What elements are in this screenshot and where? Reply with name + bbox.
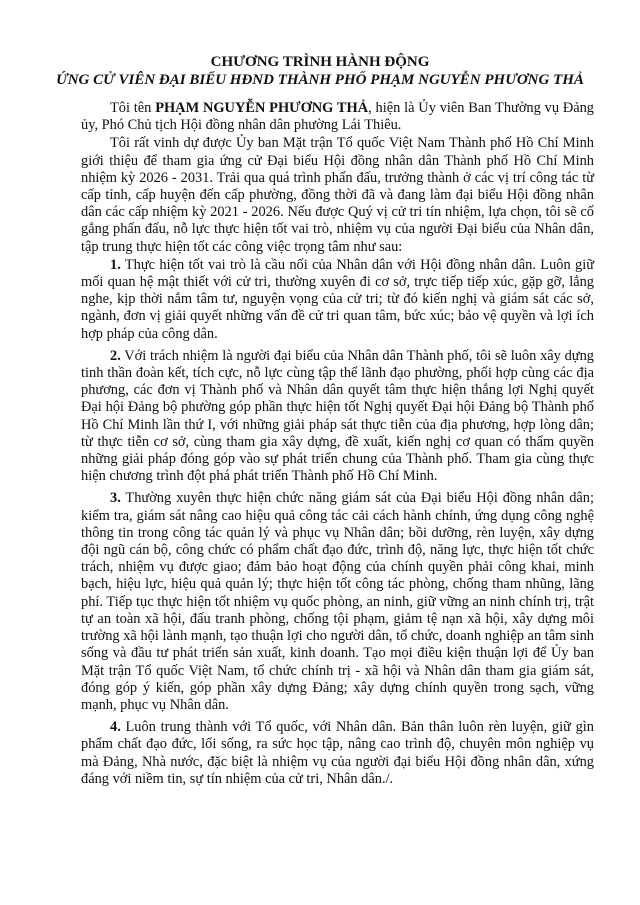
intro-paragraph [81, 100, 594, 134]
item-text-3: Thường xuyên thực hiện chức năng giám sát của Đại biểu Hội đồng nhân dân; kiểm tra, giám sát nâng cao hiệu quả công tác cải cách hành chính, ứng dụng công nghệ thông tin trong công tác quản lý và phục vụ Nhân dân; bồi dưỡng, rèn luyện, xây dựng đội ngũ cán bộ, công chức có phẩm chất đạo đức, trình độ, năng lực, thực hiện tốt chức trách, nhiệm vụ được giao; đảm bảo hoạt động của chính quyền phải công khai, minh bạch, hiệu lực, hiệu quả quản lý; thực hiện tốt công tác phòng, chống tham nhũng, lãng phí. Tiếp tục thực hiện tốt nhiệm vụ quốc phòng, an ninh, giữ vững an ninh chính trị, trật tự an toàn xã hội, đấu tranh phòng, chống tội phạm, giảm tệ nạn xã hội, xây dựng môi trường xã hội lành mạnh, tạo thuận lợi cho người dân, tổ chức, doanh nghiệp an tâm sinh sống và đầu tư phát triển sản xuất, kinh doanh. Tạo mọi điều kiện thuận lợi để Ủy ban Mặt trận Tổ quốc Việt Nam, tổ chức chính trị - xã hội và Nhân dân tham gia giám sát, đóng góp ý kiến, góp phần xây dựng Đảng; xây dựng chính quyền trong sạch, vững mạnh, phục vụ Nhân dân. [81, 490, 594, 713]
item-paragraph-1 [81, 257, 594, 343]
item-paragraph-2 [81, 348, 594, 486]
item-number-2: 2. [110, 347, 121, 364]
item-text-1: Thực hiện tốt vai trò là cầu nối của Nhân dân với Hội đồng nhân dân. Luôn giữ mối quan hệ mật thiết với cử tri, thường xuyên đi cơ sở, trực tiếp tiếp xúc, gặp gỡ, lắng nghe, kịp thời nắm tâm tư, nguyện vọng của cử tri; từ đó kiến nghị và giám sát các sở, ngành, đơn vị giải quyết những vấn đề cử tri quan tâm, bức xúc; bảo vệ quyền và lợi ích hợp pháp của công dân. [81, 256, 594, 342]
document-title: CHƯƠNG TRÌNH HÀNH ĐỘNG [210, 54, 430, 70]
document-body [81, 100, 594, 793]
item-paragraph-3 [81, 490, 594, 714]
document-subtitle: ỨNG CỬ VIÊN ĐẠI BIỂU HĐND THÀNH PHỐ PHẠM NGUYỄN PHƯƠNG THẢ [56, 72, 584, 88]
candidate-name: PHẠM NGUYỄN PHƯƠNG THẢ [155, 100, 369, 116]
item-text-4: Luôn trung thành với Tổ quốc, với Nhân dân. Bản thân luôn rèn luyện, giữ gìn phẩm chất đạo đức, lối sống, ra sức học tập, nâng cao trình độ, chuyên môn nghiệp vụ mà Đảng, Nhà nước, đặc biệt là nhiệm vụ của người đại biểu Hội đồng nhân dân, xứng đáng với niềm tin, sự tín nhiệm của cử tri, Nhân dân./. [81, 719, 594, 787]
introduction-paragraph: Tôi rất vinh dự được Ủy ban Mặt trận Tổ quốc Việt Nam Thành phố Hồ Chí Minh giới thiệu để tham gia ứng cử Đại biểu Hội đồng nhân dân Thành phố Hồ Chí Minh nhiệm kỳ 2026 - 2031. Trải qua quá trình phấn đấu, trưởng thành ở các vị trí công tác từ cấp tỉnh, cấp huyện đến cấp phường, đồng thời đã và đang làm đại biểu Hội đồng nhân dân các cấp nhiệm kỳ 2021 - 2026. Nếu được Quý vị cử tri tín nhiệm, lựa chọn, tôi sẽ cố gắng phấn đấu, nỗ lực thực hiện tốt vai trò, nhiệm vụ của người Đại biểu của Nhân dân, tập trung thực hiện tốt các công việc trọng tâm như sau: [81, 135, 594, 255]
intro-prefix: Tôi tên [110, 100, 156, 116]
item-number-3: 3. [110, 490, 121, 507]
item-text-2: Với trách nhiệm là người đại biểu của Nhân dân Thành phố, tôi sẽ luôn xây dựng tinh thần đoàn kết, tích cực, nỗ lực cùng tập thể lãnh đạo phường, phối hợp cùng các địa phương, các đơn vị Thành phố và Nhân dân quyết tâm thực hiện thắng lợi Nghị quyết Đại hội Đảng bộ phường góp phần thực hiện tốt Nghị quyết Đại hội Đảng bộ Thành phố Hồ Chí Minh lần thứ I, với những giải pháp sát thực tiễn của địa phương, hợp lòng dân; từ thực tiễn cơ sở, cùng tham gia xây dựng, đề xuất, kiến nghị cơ quan có thẩm quyền những giải pháp đóng góp vào sự phát triển chung của Thành phố. Tham gia cùng thực hiện chương trình đột phá phát triển Thành phố Hồ Chí Minh. [81, 347, 594, 485]
intro-suffix: , hiện là Ủy viên Ban Thường vụ Đảng ủy, Phó Chủ tịch Hội đồng nhân dân phường Lái Thiêu. [81, 100, 595, 134]
item-paragraph-4 [81, 719, 594, 788]
item-number-4: 4. [110, 719, 121, 736]
item-number-1: 1. [110, 256, 121, 273]
